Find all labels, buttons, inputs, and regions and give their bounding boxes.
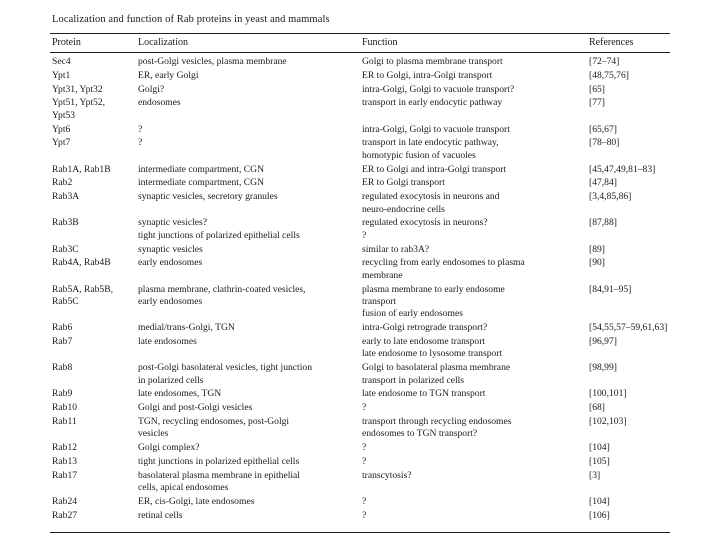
cell-protein-line: Ypt53 (52, 109, 76, 121)
cell-references-line: [89] (589, 243, 605, 255)
cell-references (589, 70, 669, 82)
cell-function (362, 322, 587, 334)
cell-function-line: transport through recycling endosomes (362, 416, 512, 427)
cell-function-line: intra-Golgi, Golgi to vacuole transport? (362, 83, 515, 95)
cell-localization (138, 217, 363, 242)
cell-protein (52, 496, 136, 508)
cell-localization-line: intermediate compartment, CGN (138, 163, 265, 175)
cell-localization-line: Golgi and post-Golgi vesicles (138, 402, 253, 414)
cell-function (362, 362, 587, 387)
cell-function-line: ? (362, 442, 367, 454)
cell-function-line: Golgi to plasma membrane transport (362, 56, 503, 67)
cell-localization (138, 177, 363, 189)
cell-protein (52, 56, 136, 68)
cell-protein (52, 257, 136, 269)
cell-localization (138, 336, 363, 348)
cell-function (362, 442, 587, 454)
cell-protein (52, 84, 136, 96)
cell-references (589, 97, 669, 109)
cell-protein (52, 336, 136, 348)
cell-references-line: [3] (589, 469, 601, 481)
cell-references (589, 137, 669, 149)
cell-function-line: transcytosis? (362, 469, 412, 481)
cell-localization (138, 442, 363, 454)
cell-localization (138, 244, 363, 256)
cell-function-line: ? (362, 509, 367, 521)
cell-protein-line: Rab7 (52, 336, 73, 347)
cell-protein (52, 70, 136, 82)
cell-function (362, 137, 587, 162)
cell-localization-line: post-Golgi basolateral vesicles, tight junction (138, 362, 312, 374)
cell-protein (52, 416, 136, 428)
cell-function-line: ? (362, 402, 367, 414)
cell-references-line: [105] (589, 456, 610, 467)
cell-localization-line: endosomes (138, 97, 181, 109)
cell-protein-line: Ypt1 (52, 69, 71, 81)
cell-function-line: intra-Golgi, Golgi to vacuole transport (362, 123, 510, 135)
cell-localization-line: basolateral plasma membrane in epithelial (138, 469, 300, 481)
cell-protein (52, 470, 136, 482)
cell-protein-line: Rab5A, Rab5B, (52, 283, 114, 295)
cell-function-line: neuro-endocrine cells (362, 203, 445, 215)
cell-protein-line: Rab3C (52, 243, 79, 255)
cell-localization-line: post-Golgi vesicles, plasma membrane (138, 56, 287, 67)
cell-protein-line: Rab6 (52, 322, 73, 334)
cell-function (362, 244, 587, 256)
cell-localization-line: ? (138, 123, 143, 135)
cell-function (362, 402, 587, 414)
cell-references (589, 470, 669, 482)
cell-localization (138, 402, 363, 414)
cell-localization-line: medial/trans-Golgi, TGN (138, 322, 235, 334)
cell-references-line: [65] (589, 83, 605, 95)
cell-references (589, 388, 669, 400)
cell-localization-line: vesicles (138, 428, 169, 440)
cell-references-line: [87,88] (589, 217, 617, 229)
cell-protein-line: Rab3A (52, 191, 80, 203)
cell-localization-line: intermediate compartment, CGN (138, 177, 265, 189)
cell-protein (52, 244, 136, 256)
cell-references-line: [3,4,85,86] (589, 191, 632, 203)
cell-references (589, 322, 669, 334)
cell-function-line: transport (362, 296, 397, 307)
cell-protein-line: Rab8 (52, 362, 73, 374)
cell-function-line: ER to Golgi and intra-Golgi transport (362, 163, 507, 175)
cell-protein-line: Rab3B (52, 217, 79, 229)
cell-localization (138, 84, 363, 96)
cell-function (362, 70, 587, 82)
cell-protein (52, 177, 136, 189)
cell-protein (52, 97, 136, 122)
header-protein: Protein (52, 37, 81, 48)
cell-function (362, 217, 587, 242)
cell-protein (52, 388, 136, 400)
cell-protein-line: Sec4 (52, 56, 71, 67)
cell-function (362, 388, 587, 400)
cell-protein-line: Rab27 (52, 509, 78, 521)
cell-localization (138, 124, 363, 136)
cell-protein (52, 510, 136, 522)
cell-references-line: [98,99] (589, 362, 617, 374)
cell-function-line: fusion of early endosomes (362, 308, 463, 320)
cell-protein-line: Rab9 (52, 388, 73, 400)
table-caption: Localization and function of Rab proteins in yeast and mammals (52, 14, 330, 25)
cell-references (589, 164, 669, 176)
cell-function (362, 191, 587, 216)
cell-references (589, 191, 669, 203)
cell-function (362, 97, 587, 109)
cell-references (589, 402, 669, 414)
cell-protein (52, 402, 136, 414)
cell-localization (138, 97, 363, 109)
cell-references-line: [90] (589, 257, 605, 269)
cell-references (589, 217, 669, 229)
cell-references-line: [96,97] (589, 336, 617, 347)
cell-function-line: ER to Golgi, intra-Golgi transport (362, 69, 493, 81)
cell-localization-line: late endosomes (138, 336, 197, 347)
cell-references (589, 416, 669, 428)
cell-references-line: [68] (589, 402, 605, 414)
cell-protein-line: Rab4A, Rab4B (52, 257, 111, 269)
cell-function-line: homotypic fusion of vacuoles (362, 149, 476, 161)
cell-references (589, 56, 669, 68)
cell-references-line: [48,75,76] (589, 69, 629, 81)
cell-references (589, 496, 669, 508)
cell-function (362, 336, 587, 361)
cell-localization (138, 388, 363, 400)
cell-protein-line: Rab11 (52, 416, 77, 427)
cell-protein-line: Ypt51, Ypt52, (52, 97, 106, 109)
cell-protein (52, 442, 136, 454)
cell-function (362, 496, 587, 508)
cell-protein-line: Ypt6 (52, 123, 71, 135)
cell-function-line: late endosome to lysosome transport (362, 348, 503, 360)
cell-protein-line: Rab10 (52, 402, 78, 414)
cell-references (589, 177, 669, 189)
cell-localization (138, 257, 363, 269)
cell-localization-line: cells, apical endosomes (138, 482, 229, 494)
cell-references-line: [84,91–95] (589, 283, 632, 295)
cell-references-line: [45,47,49,81–83] (589, 163, 656, 175)
cell-localization (138, 456, 363, 468)
cell-function-line: transport in late endocytic pathway, (362, 137, 499, 149)
cell-function (362, 164, 587, 176)
cell-function-line: Golgi to basolateral plasma membrane (362, 362, 511, 374)
cell-function-line: ? (362, 229, 367, 241)
top-rule (50, 33, 670, 34)
cell-protein (52, 362, 136, 374)
cell-references-line: [100,101] (589, 388, 627, 400)
cell-function-line: regulated exocytosis in neurons? (362, 217, 488, 229)
cell-references (589, 124, 669, 136)
cell-function (362, 257, 587, 282)
cell-localization-line: synaptic vesicles, secretory granules (138, 191, 278, 203)
cell-localization (138, 510, 363, 522)
cell-protein (52, 284, 136, 309)
cell-localization-line: Golgi? (138, 83, 165, 95)
cell-protein-line: Rab5C (52, 296, 79, 307)
cell-references-line: [78–80] (589, 137, 620, 149)
cell-localization-line: synaptic vesicles? (138, 217, 207, 229)
cell-protein (52, 322, 136, 334)
cell-function-line: regulated exocytosis in neurons and (362, 191, 500, 203)
cell-references (589, 257, 669, 269)
cell-protein (52, 191, 136, 203)
cell-protein-line: Rab17 (52, 469, 78, 481)
cell-localization-line: tight junctions in polarized epithelial cells (138, 456, 300, 467)
cell-localization (138, 137, 363, 149)
cell-function (362, 416, 587, 441)
header-references: References (589, 37, 634, 48)
cell-localization-line: ER, cis-Golgi, late endosomes (138, 496, 255, 507)
cell-localization (138, 56, 363, 68)
header-localization: Localization (138, 37, 188, 48)
bottom-rule (50, 532, 670, 533)
cell-references (589, 336, 669, 348)
cell-localization-line: ER, early Golgi (138, 69, 199, 81)
cell-localization (138, 322, 363, 334)
cell-localization (138, 362, 363, 387)
header-function: Function (362, 37, 398, 48)
cell-references-line: [106] (589, 509, 610, 521)
cell-function-line: early to late endosome transport (362, 336, 486, 347)
cell-references (589, 284, 669, 296)
cell-function (362, 510, 587, 522)
cell-protein (52, 456, 136, 468)
cell-protein-line: Rab2 (52, 177, 73, 189)
cell-function (362, 284, 587, 321)
cell-function (362, 56, 587, 68)
cell-localization (138, 470, 363, 495)
cell-references-line: [77] (589, 97, 605, 109)
cell-function-line: ? (362, 456, 367, 467)
cell-protein (52, 164, 136, 176)
cell-function-line: plasma membrane to early endosome (362, 283, 505, 295)
cell-localization-line: Golgi complex? (138, 442, 200, 454)
cell-references (589, 510, 669, 522)
cell-references-line: [102,103] (589, 416, 627, 427)
cell-references (589, 244, 669, 256)
cell-function-line: ? (362, 496, 367, 507)
cell-references-line: [54,55,57–59,61,63] (589, 322, 668, 334)
cell-references-line: [72–74] (589, 56, 620, 67)
cell-function-line: transport in polarized cells (362, 374, 465, 386)
cell-protein-line: Rab1A, Rab1B (52, 163, 111, 175)
cell-localization (138, 496, 363, 508)
cell-localization-line: early endosomes (138, 296, 203, 307)
cell-function (362, 124, 587, 136)
cell-protein-line: Ypt31, Ypt32 (52, 83, 103, 95)
cell-protein-line: Ypt7 (52, 137, 71, 149)
cell-function-line: membrane (362, 269, 403, 281)
cell-localization (138, 191, 363, 203)
cell-localization-line: ? (138, 137, 143, 149)
cell-function-line: intra-Golgi retrograde transport? (362, 322, 488, 334)
cell-references (589, 362, 669, 374)
cell-references-line: [104] (589, 496, 610, 507)
cell-function-line: late endosome to TGN transport (362, 388, 486, 400)
cell-localization-line: TGN, recycling endosomes, post-Golgi (138, 416, 290, 427)
cell-localization (138, 70, 363, 82)
cell-localization-line: late endosomes, TGN (138, 388, 222, 400)
cell-function (362, 470, 587, 482)
cell-function-line: endosomes to TGN transport? (362, 428, 478, 440)
cell-references-line: [47,84] (589, 177, 617, 189)
cell-localization-line: plasma membrane, clathrin-coated vesicles, (138, 283, 306, 295)
cell-localization-line: retinal cells (138, 509, 183, 521)
cell-function-line: recycling from early endosomes to plasma (362, 257, 525, 269)
cell-localization-line: synaptic vesicles (138, 243, 203, 255)
cell-function-line: ER to Golgi transport (362, 177, 445, 189)
cell-localization (138, 164, 363, 176)
cell-protein-line: Rab12 (52, 442, 78, 454)
cell-function (362, 177, 587, 189)
cell-function-line: transport in early endocytic pathway (362, 97, 503, 109)
header-rule (50, 52, 670, 53)
cell-function (362, 84, 587, 96)
cell-references (589, 456, 669, 468)
cell-references (589, 84, 669, 96)
cell-protein-line: Rab13 (52, 456, 78, 467)
cell-function-line: similar to rab3A? (362, 243, 430, 255)
cell-protein (52, 137, 136, 149)
cell-localization-line: in polarized cells (138, 374, 204, 386)
cell-function (362, 456, 587, 468)
cell-protein (52, 217, 136, 229)
cell-protein (52, 124, 136, 136)
cell-localization-line: early endosomes (138, 257, 203, 269)
cell-references-line: [65,67] (589, 123, 617, 135)
cell-localization (138, 284, 363, 309)
cell-protein-line: Rab24 (52, 496, 78, 507)
cell-references (589, 442, 669, 454)
cell-references-line: [104] (589, 442, 610, 454)
cell-localization-line: tight junctions of polarized epithelial cells (138, 229, 300, 241)
cell-localization (138, 416, 363, 441)
